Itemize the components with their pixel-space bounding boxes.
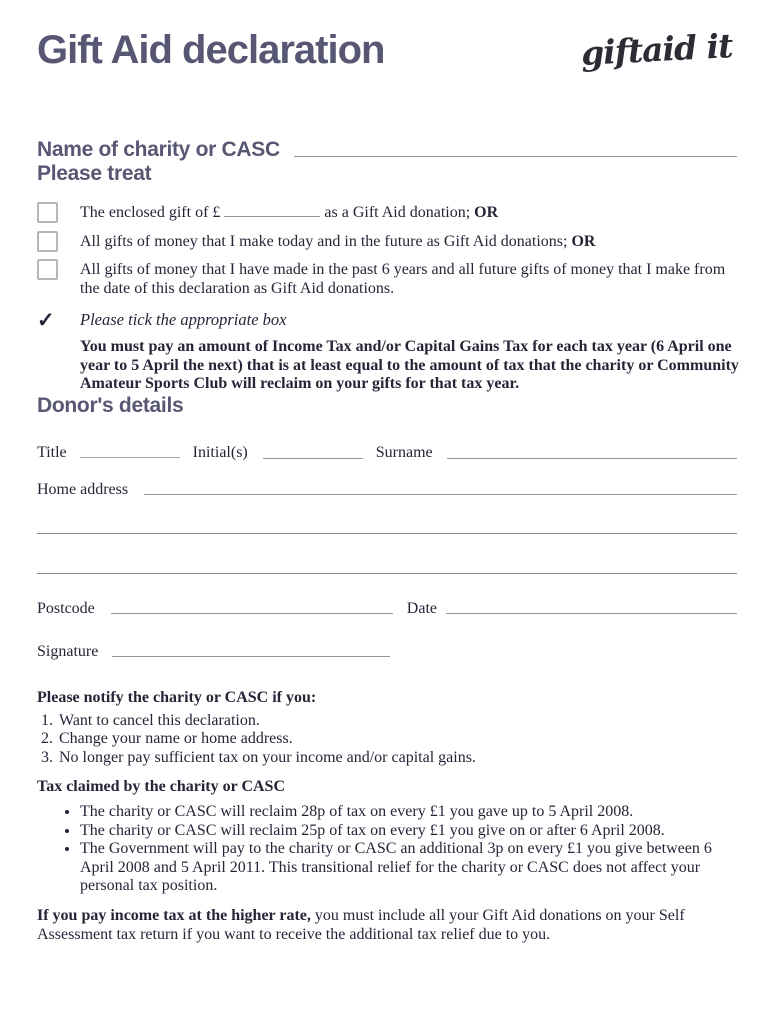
- signature-row: [37, 643, 737, 661]
- home-address-row: [37, 481, 737, 499]
- checkbox-past-six-years[interactable]: [37, 259, 58, 280]
- home-address-label: Home address: [37, 480, 129, 498]
- notify-heading: Please notify the charity or CASC if you:: [37, 688, 317, 706]
- tax-claimed-heading: Tax claimed by the charity or CASC: [37, 778, 285, 795]
- checkbox-today-and-future[interactable]: [37, 231, 58, 252]
- option-text-post: as a Gift Aid donation;: [324, 204, 471, 221]
- higher-rate-bold-leadin: If you pay income tax at the higher rate,: [37, 906, 311, 924]
- address-line-2-field[interactable]: [37, 533, 737, 534]
- signature-field[interactable]: [112, 656, 390, 657]
- option-row-enclosed-gift: [37, 202, 737, 223]
- option-or-bold: OR: [571, 233, 596, 250]
- tax-claimed-list: [37, 803, 737, 896]
- charity-name-row: [37, 138, 737, 162]
- name-fields-row: [37, 442, 737, 463]
- option-text-pre: The enclosed gift of £: [80, 204, 221, 221]
- checkbox-enclosed-gift[interactable]: [37, 202, 58, 223]
- notify-item: 3. No longer pay sufficient tax on your income and/or capital gains.: [57, 749, 737, 768]
- postcode-date-row: [37, 600, 737, 618]
- tick-instruction: Please tick the appropriate box: [80, 310, 287, 329]
- initials-label: Initial(s): [192, 443, 248, 461]
- option-row-today-and-future: [37, 231, 737, 252]
- address-line-3-field[interactable]: [37, 573, 737, 574]
- checkmark-icon: ✓: [37, 308, 55, 332]
- tax-warning-paragraph: You must pay an amount of Income Tax and/or Capital Gains Tax for each tax year (6 April one year to 5 April the next) that is at least equal to the amount of tax that the charity or Community Amateur Sports Club will reclaim on your gifts for that tax year.: [80, 338, 739, 392]
- higher-rate-rest: you must include all your Gift Aid donations on your Self Assessment tax return if you want to receive the additional tax relief due to you.: [37, 906, 685, 943]
- gift-amount-field[interactable]: [224, 216, 320, 217]
- date-label: Date: [406, 599, 437, 617]
- option-text-enclosed-gift: [80, 202, 498, 223]
- tick-note-row: [37, 309, 737, 331]
- charity-name-field[interactable]: [294, 156, 737, 157]
- surname-field[interactable]: [447, 458, 737, 459]
- page-title: Gift Aid declaration: [37, 28, 385, 72]
- signature-label: Signature: [37, 642, 99, 660]
- postcode-label: Postcode: [37, 599, 95, 617]
- postcode-field[interactable]: [111, 613, 393, 614]
- higher-rate-paragraph: [37, 906, 700, 944]
- title-label: Title: [37, 443, 67, 461]
- giftaid-it-logo: giftaid it: [579, 26, 733, 73]
- tax-item: • The Government will pay to the charity or CASC an additional 3p on every £1 you give between 6 April 2008 and 5 April 2011. This transitional relief for the charity or CASC does not affect your personal tax position.: [80, 840, 730, 896]
- notes-section: [37, 688, 737, 944]
- notify-item: 1. Want to cancel this declaration.: [57, 712, 737, 731]
- tax-item: • The charity or CASC will reclaim 25p of tax on every £1 you give on or after 6 April 2008.: [80, 822, 730, 841]
- initials-field[interactable]: [263, 458, 363, 459]
- notify-list: [37, 712, 737, 768]
- option-text-pre: All gifts of money that I have made in the past 6 years and all future gifts of money that I make from the date of this declaration as Gift Aid donations.: [80, 261, 726, 297]
- option-text-pre: All gifts of money that I make today and in the future as Gift Aid donations;: [80, 233, 568, 250]
- option-row-past-six-years: [37, 259, 737, 298]
- option-or-bold: OR: [474, 204, 499, 221]
- notify-item: 2. Change your name or home address.: [57, 730, 737, 749]
- section-heading-please-treat: Please treat: [37, 162, 152, 185]
- charity-name-label: Name of charity or CASC: [37, 138, 280, 161]
- tax-item: • The charity or CASC will reclaim 28p of tax on every £1 you gave up to 5 April 2008.: [80, 803, 730, 822]
- option-text-today-and-future: [80, 231, 595, 252]
- section-heading-donor-details: Donor's details: [37, 393, 184, 417]
- home-address-field[interactable]: [144, 494, 737, 495]
- title-field[interactable]: [80, 457, 180, 458]
- option-text-past-six-years: [80, 259, 737, 298]
- date-field[interactable]: [446, 613, 737, 614]
- surname-label: Surname: [375, 443, 433, 461]
